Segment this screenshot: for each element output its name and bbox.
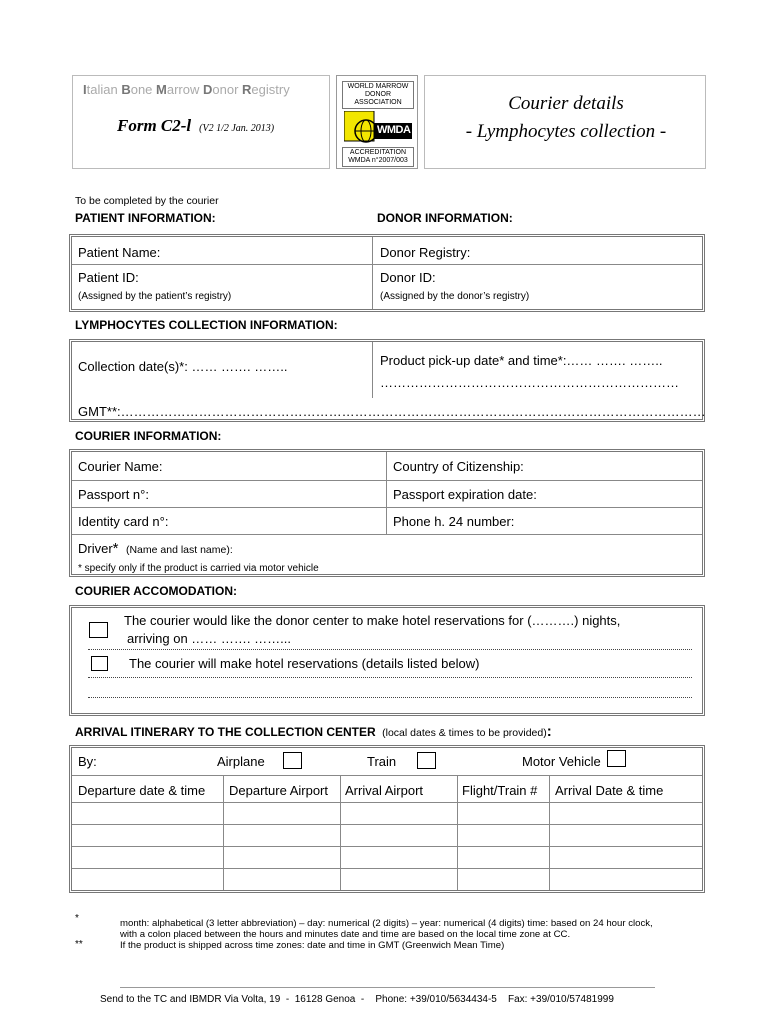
patient-donor-divider: [372, 237, 373, 309]
title-line2: - Lymphocytes collection -: [465, 121, 667, 142]
title-box: [424, 75, 706, 169]
footer-rule: [120, 987, 655, 988]
registry-name: Italian Bone Marrow Donor Registry: [83, 82, 290, 97]
wmda-logo-text: WMDA: [377, 124, 411, 136]
itinerary-row-line3: [72, 824, 702, 825]
accreditation-line2: WMDA n°2007/003: [348, 157, 408, 164]
driver-note: * specify only if the product is carried via motor vehicle: [78, 563, 319, 574]
itinerary-col-line2: [340, 776, 341, 890]
driver-field[interactable]: [78, 540, 233, 558]
passport-expiration-field[interactable]: Passport expiration date:: [393, 487, 537, 502]
footnote-star-line2: with a colon placed between the hours and minutes date and time are based on the local time zone at CC.: [120, 929, 571, 940]
wmda-logo: [344, 111, 412, 143]
hotel-by-courier-checkbox[interactable]: [91, 656, 108, 671]
footnote-star-mark: *: [75, 913, 79, 924]
mode-motor-vehicle-checkbox[interactable]: [607, 750, 626, 767]
gmt-field[interactable]: GMT**:………………………………………………………………………………………………………………………: [78, 404, 706, 419]
collection-dates-field[interactable]: Collection date(s)*: …… ……. ……..: [78, 359, 288, 374]
hotel-details-line1[interactable]: [88, 677, 692, 678]
col-arrival-date: Arrival Date & time: [555, 783, 664, 798]
patient-heading: PATIENT INFORMATION:: [75, 211, 216, 225]
hotel-by-donor-center-checkbox[interactable]: [89, 622, 108, 638]
footer-contact: Send to the TC and IBMDR Via Volta, 19 - 16128 Genoa - Phone: +39/010/5634434-5 Fax: +39/010/57481999: [100, 994, 614, 1005]
mode-airplane-checkbox[interactable]: [283, 752, 302, 769]
patient-donor-row-divider: [72, 264, 702, 265]
form-version: (V2 1/2 Jan. 2013): [199, 123, 275, 134]
title-line1: Courier details: [508, 93, 624, 114]
phone-field[interactable]: Phone h. 24 number:: [393, 514, 515, 529]
col-arrival-airport: Arrival Airport: [345, 783, 424, 798]
mode-train-label: Train: [367, 754, 397, 769]
accommodation-separator: [88, 649, 692, 650]
mode-motor-vehicle-label: Motor Vehicle: [522, 754, 601, 769]
collection-divider: [372, 342, 373, 398]
driver-label: Driver: [78, 541, 113, 556]
accreditation-line1: ACCREDITATION: [349, 149, 407, 156]
patient-id-note: (Assigned by the patient’s registry): [78, 291, 232, 302]
wmda-org-name: [342, 81, 414, 109]
courier-divider: [386, 452, 387, 534]
passport-field[interactable]: Passport n°:: [78, 487, 149, 502]
courier-row2-divider: [72, 507, 702, 508]
driver-star: *: [112, 540, 119, 557]
mode-airplane-label: Airplane: [217, 754, 265, 769]
footnote-double-star-text: If the product is shipped across time zones: date and time in GMT (Greenwich Mean Time): [120, 940, 505, 951]
driver-sublabel: (Name and last name):: [125, 544, 233, 556]
citizenship-field[interactable]: Country of Citizenship:: [393, 459, 524, 474]
header-registry-box: [72, 75, 330, 169]
patient-name-field[interactable]: Patient Name:: [78, 245, 161, 260]
pickup-dots[interactable]: ……………………………………………………………: [380, 375, 679, 390]
wmda-org-line3: ASSOCIATION: [354, 99, 402, 106]
hotel-option2: The courier will make hotel reservations (details listed below): [129, 656, 480, 671]
courier-row3-divider: [72, 534, 702, 535]
itinerary-col-line1: [223, 776, 224, 890]
mode-train-checkbox[interactable]: [417, 752, 436, 769]
intro-text: To be completed by the courier: [75, 195, 219, 207]
itinerary-heading-text: ARRIVAL ITINERARY TO THE COLLECTION CENTER: [75, 725, 376, 739]
courier-heading: COURIER INFORMATION:: [75, 429, 222, 443]
pickup-date-field[interactable]: Product pick-up date* and time*:…… ……. ……..: [380, 353, 663, 368]
itinerary-row-line1: [72, 775, 702, 776]
col-departure-airport: Departure Airport: [229, 783, 328, 798]
courier-row1-divider: [72, 480, 702, 481]
itinerary-col-line4: [549, 776, 550, 890]
accreditation: [342, 147, 414, 167]
itinerary-row-line4: [72, 846, 702, 847]
collection-heading: LYMPHOCYTES COLLECTION INFORMATION:: [75, 318, 338, 332]
by-label: By:: [78, 754, 97, 769]
hotel-arrival-date[interactable]: arriving on …… ……. ……...: [127, 631, 291, 646]
donor-id-note: (Assigned by the donor’s registry): [380, 291, 530, 302]
identity-card-field[interactable]: Identity card n°:: [78, 514, 169, 529]
itinerary-heading-note: (local dates & times to be provided): [382, 727, 547, 739]
itinerary-col-line3: [457, 776, 458, 890]
patient-id-field[interactable]: Patient ID:: [78, 270, 139, 285]
footnote-star-line1: month: alphabetical (3 letter abbreviation) – day: numerical (2 digits) – year: numerical (4 digits) time: based on 24 hour clock,: [120, 918, 653, 929]
donor-registry-field[interactable]: Donor Registry:: [380, 245, 471, 260]
form-id: [117, 116, 274, 136]
donor-id-field[interactable]: Donor ID:: [380, 270, 436, 285]
wmda-box: [336, 75, 418, 169]
hotel-details-line2[interactable]: [88, 697, 692, 698]
accommodation-heading: COURIER ACCOMODATION:: [75, 584, 237, 598]
wmda-org-line1: WORLD MARROW: [347, 83, 409, 90]
courier-name-field[interactable]: Courier Name:: [78, 459, 163, 474]
itinerary-row-line2: [72, 802, 702, 803]
donor-heading: DONOR INFORMATION:: [377, 211, 513, 225]
itinerary-heading: [75, 723, 552, 741]
itinerary-row-line5: [72, 868, 702, 869]
itinerary-heading-colon: :: [546, 723, 552, 740]
wmda-org-line2: DONOR: [364, 91, 392, 98]
hotel-option1-line1: The courier would like the donor center to make hotel reservations for (……….) nights,: [124, 613, 621, 628]
col-departure-date: Departure date & time: [78, 783, 206, 798]
form-id-text: Form C2-l: [117, 116, 192, 135]
footnote-double-star-mark: **: [75, 939, 83, 950]
col-flight-train: Flight/Train #: [462, 783, 538, 798]
